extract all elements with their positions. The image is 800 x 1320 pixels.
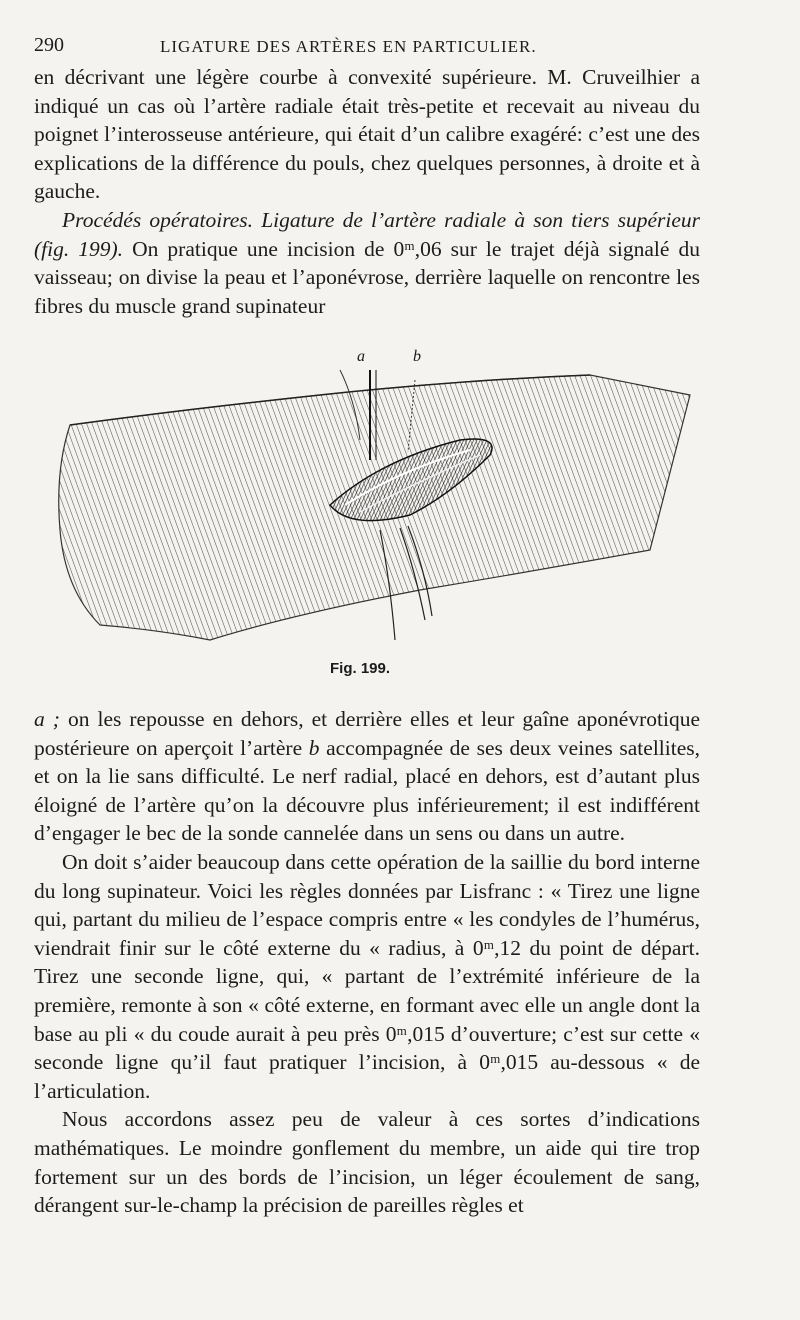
running-title: LIGATURE DES ARTÈRES EN PARTICULIER. [160,37,537,56]
text-run: en décrivant une légère courbe à convexité supérieure. M. Cruveilhier a indiqué un cas où l’artère radiale était très-petite et recevait au niveau du poignet l’interosseuse antérieure, qui était d’un calibre exagéré: c’est une des explications de la différence du pouls, chez quelques personnes, à droite et à gauche. [34,65,700,204]
text-run: accompagnée de ses deux veines satellites, et on la lie sans difficulté. Le nerf radial, placé en dehors, est d’autant plus éloigné de l’artère qu’on la découvre plus inférieurement; il est indifférent d’engager le bec de la sonde cannelée dans un sens ou dans un autre. [34,735,700,846]
italic-text: b [308,735,320,760]
paragraph [34,848,700,1105]
paragraph [34,705,700,848]
text-run: On doit s’aider beaucoup dans cette opération de la saillie du bord interne du long supinateur. Voici les règles données par Lisfranc : « Tirez une ligne qui, partant du milieu de l’espace compris entre « les condyles de l’humérus, viendrait finir sur le côté externe du « radius, à 0ᵐ,12 du point de départ. Tirez une seconde ligne, qui, « partant de l’extrémité inférieure de la première, remonte à son « côté externe, en formant avec elle un angle dont la base au pli « du coude aurait à peu près 0ᵐ,015 d’ouverture; c’est sur cette « seconde ligne qu’il faut pratiquer l’incision, à 0ᵐ,015 au-dessous « de l’articulation. [34,849,700,1103]
bottom-text-block [34,705,700,1220]
figure-caption: Fig. 199. [330,660,391,677]
figure-label-a: a [357,348,365,365]
figure-label-b: b [413,348,421,365]
running-header [34,34,754,62]
paragraph [34,63,700,206]
text-run: On pratique une incision de 0ᵐ,06 sur le trajet déjà signalé du vaisseau; on divise la peau et l’aponévrose, derrière laquelle on rencontre les fibres du muscle grand supinateur [34,236,700,318]
text-run: on les repousse en dehors, et derrière elles et leur gaîne aponévrotique postérieure on aperçoit l’artère [34,707,700,760]
italic-text: Procédés opératoires. Ligature de l’artère radiale à son tiers supérieur (fig. 199). [34,207,700,261]
page-number: 290 [34,34,64,56]
text-run: Nous accordons assez peu de valeur à ces sortes d’indications mathématiques. Le moindre gonflement du membre, un aide qui tire trop fortement sur un des bords de l’incision, un léger écoulement de sang, dérangent sur-le-champ la précision de pareilles règles et [34,1107,700,1218]
top-text-block [34,63,700,320]
paragraph [34,1105,700,1219]
surgical-illustration [40,340,720,650]
italic-text: a ; [34,707,60,731]
paragraph [34,206,700,320]
